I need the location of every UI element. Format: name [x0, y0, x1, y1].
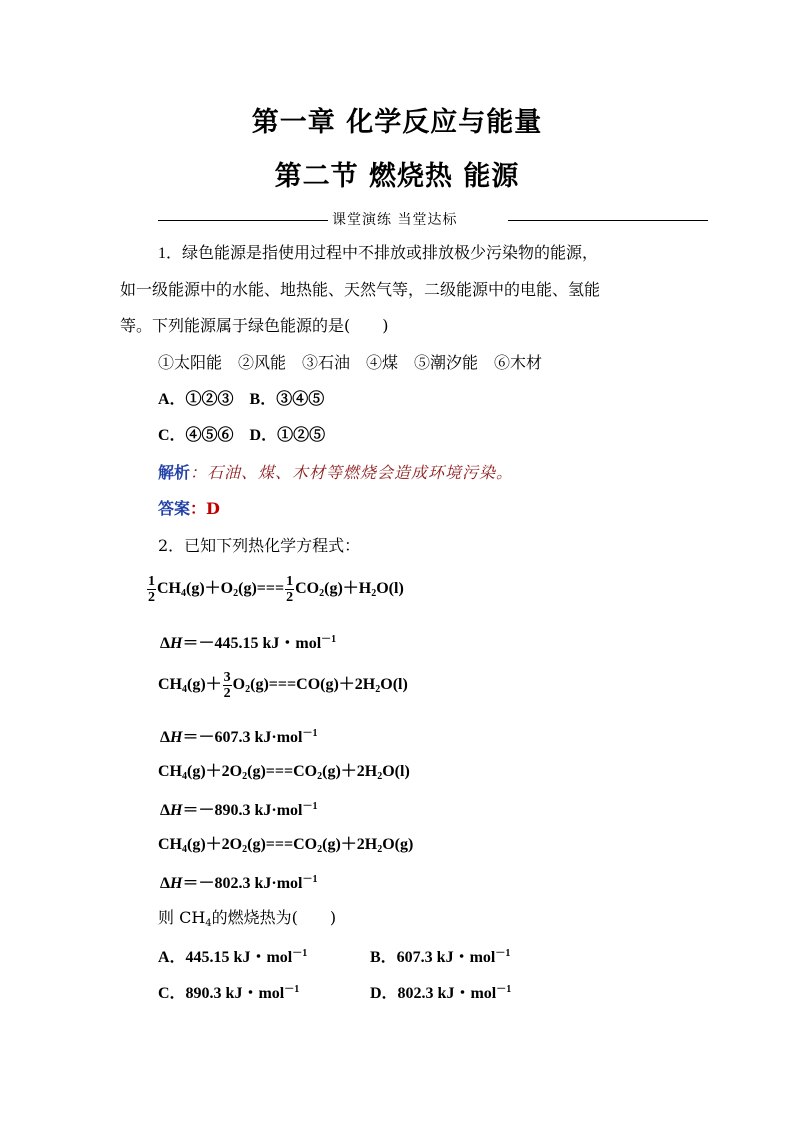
analysis-label: 解析 — [158, 463, 191, 482]
enthalpy-1: ΔH＝－445.15 kJ・mol$^{-1}$ — [160, 634, 337, 652]
q2-option-d: D．802.3 kJ・mol$^{-1}$ — [370, 984, 512, 1002]
q1-options-ab: A．①②③ B．③④⑤ — [158, 391, 325, 408]
q2-stem: 2．已知下列热化学方程式： — [158, 536, 361, 555]
section-divider — [158, 212, 708, 228]
q1-answer — [158, 499, 220, 519]
equation-2: $CH_4(g)+$ $\frac{3}{2}$ $O_2(g)===CO(g)+2H_2O(l)$ — [158, 669, 408, 701]
fraction-half: $\frac{1}{2}$ — [148, 573, 155, 605]
q1-stem-line3: 等。下列能源属于绿色能源的是( ) — [120, 316, 389, 335]
q1-options-cd: C．④⑤⑥ D．①②⑤ — [158, 427, 326, 444]
analysis-text: ：石油、煤、木材等燃烧会造成环境污染。 — [190, 463, 514, 482]
section-title: 第二节 燃烧热 能源 — [274, 161, 520, 192]
fraction-half-2: $\frac{1}{2}$ — [286, 573, 294, 605]
q2-option-b: B．607.3 kJ・mol$^{-1}$ — [370, 948, 511, 966]
enthalpy-4: ΔH＝－802.3 kJ·mol$^{-1}$ — [160, 874, 318, 892]
q1-analysis — [158, 463, 513, 483]
enthalpy-3: ΔH＝－890.3 kJ·mol$^{-1}$ — [160, 801, 318, 819]
q2-question: 则 $CH_4$的燃烧热为( ) — [158, 908, 337, 929]
enthalpy-2: ΔH＝－607.3 kJ·mol$^{-1}$ — [160, 728, 318, 746]
q2-option-a: A．445.15 kJ・mol$^{-1}$ — [158, 948, 308, 966]
divider-rule-right — [508, 220, 708, 221]
equation-4: $CH_4(g)+2O_2(g)===CO_2(g)+2H_2O(g)$ — [158, 836, 414, 855]
q1-items: ①太阳能 ②风能 ③石油 ④煤 ⑤潮汐能 ⑥木材 — [158, 353, 543, 372]
q2-option-c: C．890.3 kJ・mol$^{-1}$ — [158, 984, 300, 1002]
q1-stem-line2: 如一级能源中的水能、地热能、天然气等，二级能源中的电能、氢能 — [120, 280, 601, 299]
equation-3: $CH_4(g)+2O_2(g)===CO_2(g)+2H_2O(l)$ — [158, 763, 410, 782]
divider-rule-left — [158, 220, 328, 221]
divider-label: 课堂演练 当堂达标 — [328, 212, 461, 228]
q1-stem-line1: 1．绿色能源是指使用过程中不排放或排放极少污染物的能源， — [158, 245, 599, 262]
fraction-three-halves: $\frac{3}{2}$ — [223, 669, 231, 701]
chapter-title: 第一章 化学反应与能量 — [251, 107, 543, 138]
answer-text: ：D — [190, 499, 220, 518]
equation-1: $\frac{1}{2}$ $CH_4(g)+O_2(g)===$ $\frac{1}{2}$ $CO_2(g)+H_2O(l)$ — [148, 573, 404, 605]
answer-label: 答案 — [158, 499, 191, 518]
